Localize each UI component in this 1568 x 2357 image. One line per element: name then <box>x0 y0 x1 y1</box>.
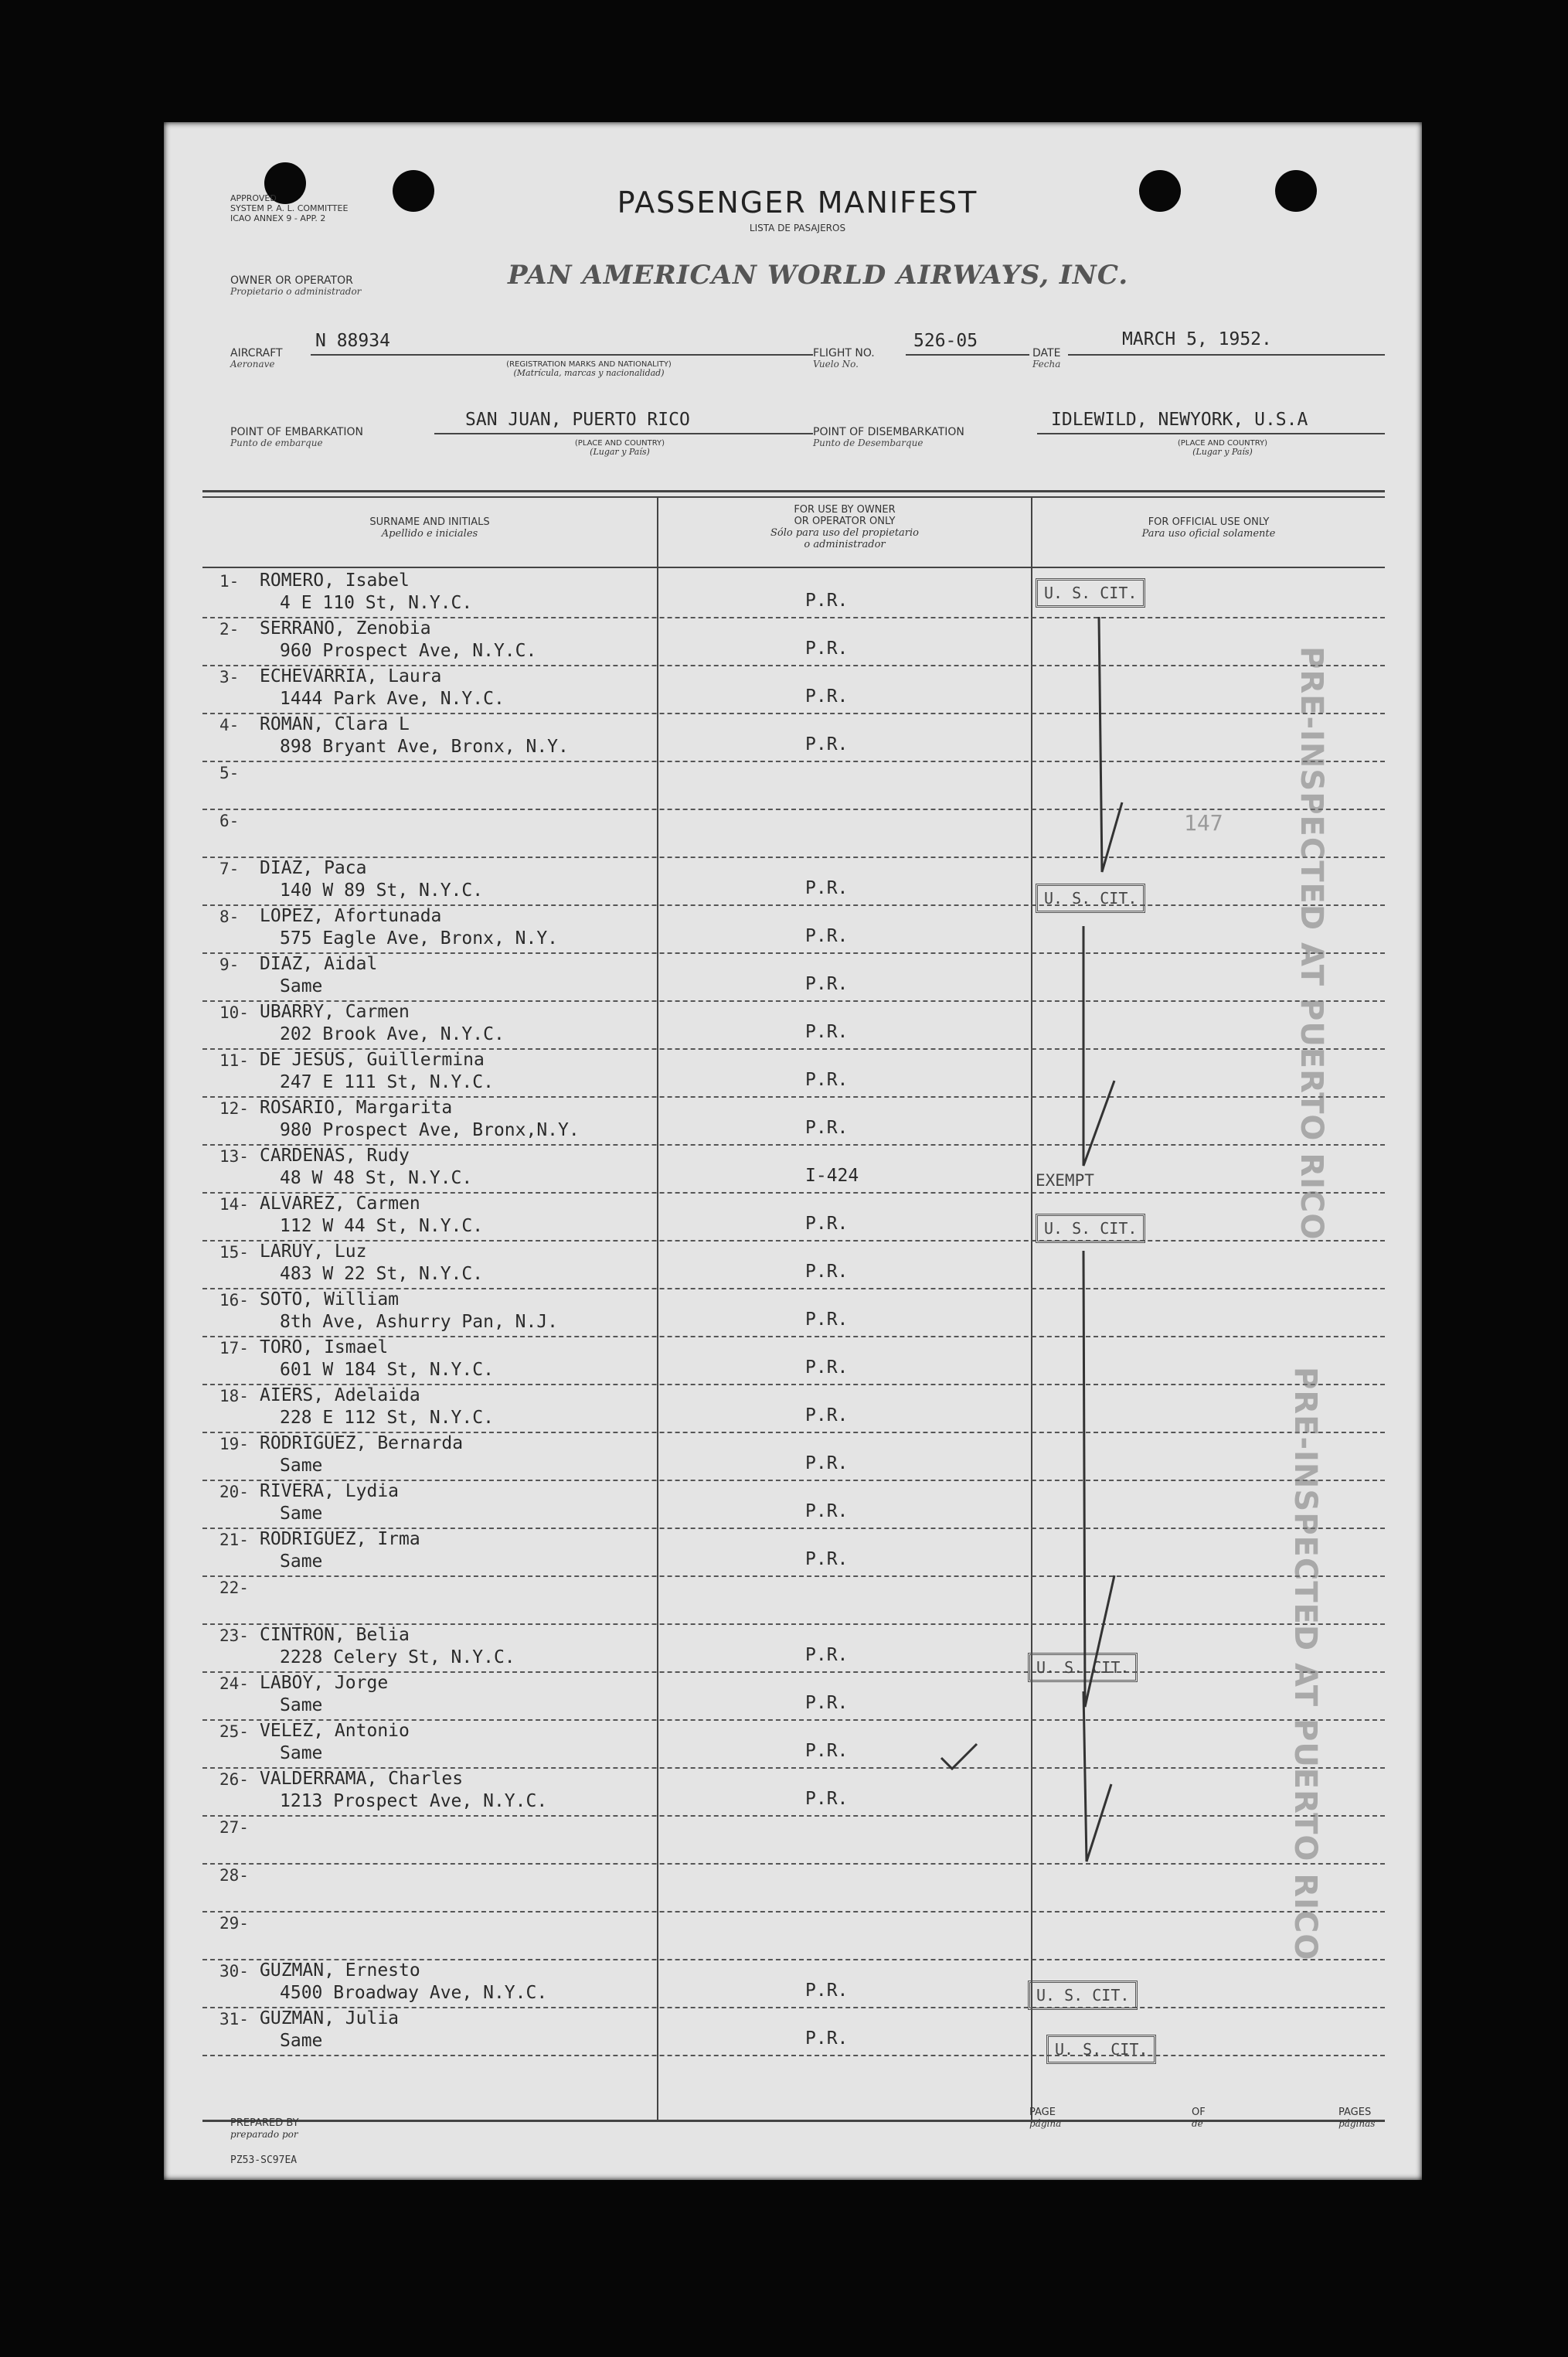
aircraft-line <box>311 354 813 356</box>
passenger-name: GUZMAN, Ernesto <box>260 1960 420 1981</box>
flight-value: 526-05 <box>913 331 978 351</box>
passenger-address: 980 Prospect Ave, Bronx,N.Y. <box>280 1120 580 1140</box>
owner-use-code: P.R. <box>805 1741 849 1761</box>
manifest-sheet <box>164 122 1422 2180</box>
passenger-address: Same <box>280 1695 323 1715</box>
passenger-address: 140 W 89 St, N.Y.C. <box>280 880 484 901</box>
row-number: 15- <box>219 1243 249 1262</box>
document-subtitle: LISTA DE PASAJEROS <box>749 223 846 233</box>
row-number: 23- <box>219 1626 249 1645</box>
row-number: 5- <box>219 764 240 782</box>
row-number: 20- <box>219 1483 249 1501</box>
owner-use-code: P.R. <box>805 878 849 898</box>
passenger-address: Same <box>280 1456 323 1476</box>
table-top-rule <box>202 490 1385 492</box>
disembark-value: IDLEWILD, NEWYORK, U.S.A <box>1051 410 1308 430</box>
passenger-address: 202 Brook Ave, N.Y.C. <box>280 1024 505 1044</box>
name-column-header: SURNAME AND INITIALS Apellido e iniciales <box>369 516 490 540</box>
row-rule <box>202 952 1385 954</box>
aircraft-label: AIRCRAFT Aeronave <box>230 347 283 370</box>
punch-hole <box>393 170 434 212</box>
passenger-name: SOTO, William <box>260 1289 400 1310</box>
passenger-name: VELEZ, Antonio <box>260 1721 410 1741</box>
row-number: 25- <box>219 1722 249 1741</box>
owner-use-code: P.R. <box>805 1645 849 1665</box>
punch-hole <box>1275 170 1317 212</box>
row-number: 24- <box>219 1674 249 1693</box>
owner-use-code: P.R. <box>805 1981 849 2001</box>
row-number: 1- <box>219 572 240 591</box>
us-citizen-stamp: U. S. CIT. <box>1046 2035 1156 2064</box>
date-label: DATE Fecha <box>1032 347 1061 370</box>
approval-line: ICAO ANNEX 9 - APP. 2 <box>230 213 326 223</box>
row-rule <box>202 1815 1385 1817</box>
row-rule <box>202 2055 1385 2056</box>
owner-use-code: P.R. <box>805 734 849 754</box>
registration-label: (REGISTRATION MARKS AND NATIONALITY) (Matrícula, marcas y nacionalidad) <box>506 360 672 378</box>
table-bottom-rule <box>202 2120 1385 2122</box>
owner-use-code: P.R. <box>805 1453 849 1473</box>
row-number: 26- <box>219 1770 249 1789</box>
row-number: 3- <box>219 668 240 686</box>
folio-number: 147 <box>1184 810 1223 836</box>
passenger-address: 112 W 44 St, N.Y.C. <box>280 1216 484 1236</box>
us-citizen-stamp: U. S. CIT. <box>1028 1653 1138 1682</box>
row-number: 4- <box>219 716 240 734</box>
passenger-address: Same <box>280 1743 323 1763</box>
passenger-name: UBARRY, Carmen <box>260 1002 410 1022</box>
row-number: 6- <box>219 812 240 830</box>
row-rule <box>202 1575 1385 1577</box>
preinspected-stamp: PRE-INSPECTED AT PUERTO RICO <box>1294 646 1329 1241</box>
passenger-address: 2228 Celery St, N.Y.C. <box>280 1647 515 1667</box>
preinspected-stamp: PRE-INSPECTED AT PUERTO RICO <box>1287 1367 1323 1961</box>
embark-place-label: (PLACE AND COUNTRY) (Lugar y País) <box>574 439 665 457</box>
check-mark-stroke <box>1060 918 1130 1173</box>
row-number: 2- <box>219 620 240 639</box>
row-number: 18- <box>219 1387 249 1405</box>
owner-use-code: P.R. <box>805 1262 849 1282</box>
owner-use-code: P.R. <box>805 1310 849 1330</box>
passenger-address: Same <box>280 2031 323 2051</box>
passenger-address: 4 E 110 St, N.Y.C. <box>280 593 473 613</box>
row-number: 28- <box>219 1866 249 1885</box>
flight-label: FLIGHT NO. Vuelo No. <box>813 347 875 370</box>
passenger-name: AIERS, Adelaida <box>260 1385 420 1405</box>
row-number: 16- <box>219 1291 249 1310</box>
check-mark-stroke <box>1060 1243 1130 1715</box>
column-divider <box>657 496 658 2120</box>
passenger-address: 1213 Prospect Ave, N.Y.C. <box>280 1791 548 1811</box>
us-citizen-stamp: U. S. CIT. <box>1036 578 1145 608</box>
row-rule <box>202 1863 1385 1865</box>
owner-use-code: P.R. <box>805 1118 849 1138</box>
aircraft-value: N 88934 <box>315 331 390 351</box>
passenger-name: SERRANO, Zenobia <box>260 618 431 639</box>
passenger-name: ROMAN, Clara L <box>260 714 410 734</box>
passenger-name: ROMERO, Isabel <box>260 571 410 591</box>
row-number: 13- <box>219 1147 249 1166</box>
row-number: 17- <box>219 1339 249 1357</box>
passenger-address: 1444 Park Ave, N.Y.C. <box>280 689 505 709</box>
row-rule <box>202 857 1385 858</box>
us-citizen-stamp: U. S. CIT. <box>1036 1214 1145 1243</box>
passenger-name: ALVAREZ, Carmen <box>260 1194 420 1214</box>
passenger-name: RODRIGUEZ, Bernarda <box>260 1433 464 1453</box>
owner-column-header: FOR USE BY OWNER OR OPERATOR ONLY Sólo para uso del propietario o administrador <box>770 504 920 550</box>
owner-use-code: P.R. <box>805 1789 849 1809</box>
owner-use-code: P.R. <box>805 1214 849 1234</box>
owner-label: OWNER OR OPERATOR Propietario o administrador <box>230 274 362 297</box>
row-number: 7- <box>219 860 240 878</box>
passenger-name: LOPEZ, Afortunada <box>260 906 442 926</box>
date-value: MARCH 5, 1952. <box>1122 329 1272 349</box>
owner-use-code: P.R. <box>805 1070 849 1090</box>
owner-use-code: P.R. <box>805 1022 849 1042</box>
row-number: 30- <box>219 1962 249 1981</box>
us-citizen-stamp: U. S. CIT. <box>1028 1981 1138 2010</box>
passenger-address: 575 Eagle Ave, Bronx, N.Y. <box>280 928 559 949</box>
punch-hole <box>1139 170 1181 212</box>
passenger-address: 247 E 111 St, N.Y.C. <box>280 1072 494 1092</box>
row-number: 12- <box>219 1099 249 1118</box>
passenger-name: CINTRON, Belia <box>260 1625 410 1645</box>
official-column-header: FOR OFFICIAL USE ONLY Para uso oficial solamente <box>1141 516 1276 540</box>
approval-line: APPROVED <box>230 193 277 203</box>
passenger-name: VALDERRAMA, Charles <box>260 1769 464 1789</box>
passenger-name: RODRIGUEZ, Irma <box>260 1529 420 1549</box>
passenger-name: LABOY, Jorge <box>260 1673 389 1693</box>
passenger-name: ROSARIO, Margarita <box>260 1098 453 1118</box>
owner-use-code: P.R. <box>805 926 849 946</box>
check-mark-stroke <box>1076 609 1138 887</box>
passenger-address: Same <box>280 1504 323 1524</box>
flight-line <box>906 354 1029 356</box>
passenger-address: 601 W 184 St, N.Y.C. <box>280 1360 494 1380</box>
row-rule <box>202 1240 1385 1242</box>
passenger-address: 960 Prospect Ave, N.Y.C. <box>280 641 537 661</box>
row-number: 27- <box>219 1818 249 1837</box>
table-top-rule <box>202 496 1385 498</box>
owner-use-code: I-424 <box>805 1166 859 1186</box>
row-number: 21- <box>219 1531 249 1549</box>
owner-use-code: P.R. <box>805 974 849 994</box>
row-number: 9- <box>219 955 240 974</box>
us-citizen-stamp: U. S. CIT. <box>1036 884 1145 913</box>
row-rule <box>202 761 1385 762</box>
tick-mark <box>937 1738 983 1776</box>
owner-use-code: P.R. <box>805 1357 849 1378</box>
disembark-label: POINT OF DISEMBARKATION Punto de Desembarque <box>813 426 964 448</box>
passenger-address: 4500 Broadway Ave, N.Y.C. <box>280 1983 548 2003</box>
approval-line: SYSTEM P. A. L. COMMITTEE <box>230 203 349 213</box>
document-title: PASSENGER MANIFEST <box>617 186 978 220</box>
header-rule <box>202 567 1385 568</box>
check-mark-stroke <box>1060 1684 1130 1869</box>
passenger-name: ECHEVARRIA, Laura <box>260 666 442 686</box>
owner-use-code: P.R. <box>805 1501 849 1521</box>
row-number: 14- <box>219 1195 249 1214</box>
column-divider <box>1031 496 1032 2120</box>
disembark-line <box>1037 433 1385 434</box>
page-label: PAGE página <box>1029 2107 1062 2129</box>
embark-line <box>434 433 813 434</box>
passenger-name: DIAZ, Aidal <box>260 954 378 974</box>
row-rule <box>202 1911 1385 1913</box>
row-number: 11- <box>219 1051 249 1070</box>
passenger-address: Same <box>280 1551 323 1572</box>
of-label: OF de <box>1192 2107 1206 2129</box>
embark-value: SAN JUAN, PUERTO RICO <box>465 410 690 430</box>
row-number: 8- <box>219 908 240 926</box>
passenger-address: 483 W 22 St, N.Y.C. <box>280 1264 484 1284</box>
pages-label: PAGES páginas <box>1338 2107 1376 2129</box>
passenger-name: RIVERA, Lydia <box>260 1481 400 1501</box>
date-line <box>1068 354 1385 356</box>
row-number: 19- <box>219 1435 249 1453</box>
owner-use-code: P.R. <box>805 2028 849 2049</box>
row-number: 10- <box>219 1003 249 1022</box>
embark-label: POINT OF EMBARKATION Punto de embarque <box>230 426 364 448</box>
passenger-address: 8th Ave, Ashurry Pan, N.J. <box>280 1312 559 1332</box>
row-number: 22- <box>219 1579 249 1597</box>
owner-use-code: P.R. <box>805 1549 849 1569</box>
disembark-place-label: (PLACE AND COUNTRY) (Lugar y País) <box>1177 439 1268 457</box>
prepared-by-label: PREPARED BY preparado por <box>230 2117 299 2140</box>
passenger-name: DE JESUS, Guillermina <box>260 1050 485 1070</box>
row-number: 29- <box>219 1914 249 1933</box>
passenger-address: 48 W 48 St, N.Y.C. <box>280 1168 473 1188</box>
passenger-address: Same <box>280 976 323 996</box>
row-number: 31- <box>219 2010 249 2028</box>
passenger-name: CARDENAS, Rudy <box>260 1146 410 1166</box>
airline-name: PAN AMERICAN WORLD AIRWAYS, INC. <box>508 260 1129 291</box>
owner-use-code: P.R. <box>805 1693 849 1713</box>
passenger-name: GUZMAN, Julia <box>260 2008 400 2028</box>
passenger-name: TORO, Ismael <box>260 1337 389 1357</box>
owner-use-code: P.R. <box>805 591 849 611</box>
owner-use-code: P.R. <box>805 639 849 659</box>
passenger-name: LARUY, Luz <box>260 1242 367 1262</box>
exempt-stamp: EXEMPT <box>1036 1171 1094 1190</box>
passenger-address: 898 Bryant Ave, Bronx, N.Y. <box>280 737 569 757</box>
approval-note <box>230 193 348 223</box>
passenger-address: 228 E 112 St, N.Y.C. <box>280 1408 494 1428</box>
form-code: PZ53-SC97EA <box>230 2154 298 2166</box>
passenger-name: DIAZ, Paca <box>260 858 367 878</box>
owner-use-code: P.R. <box>805 686 849 707</box>
owner-use-code: P.R. <box>805 1405 849 1425</box>
